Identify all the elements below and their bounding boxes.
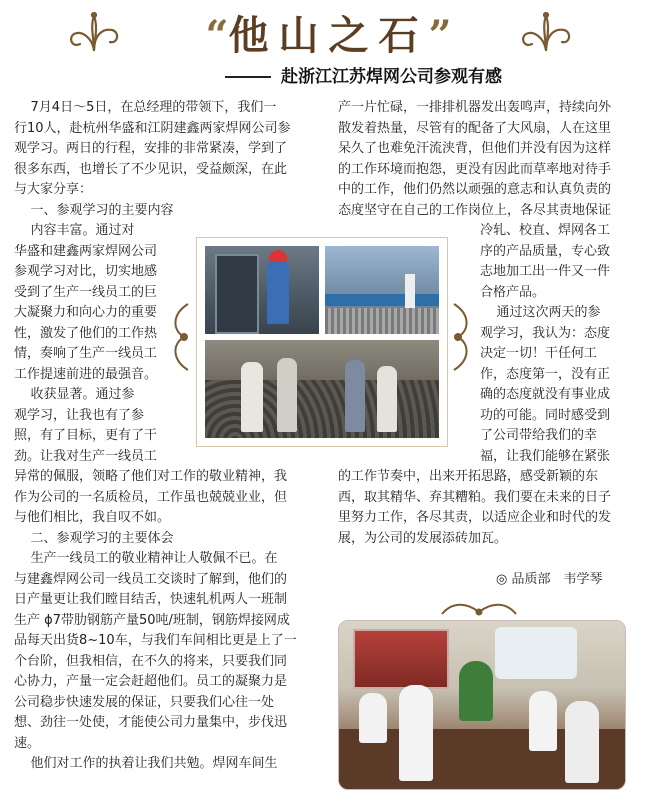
right-column-bottom-line: 的工作节奏中，出来开拓思路，感受新颖的东 <box>338 469 599 484</box>
photo-coil-visit <box>205 340 439 438</box>
right-column-mid-line: 功的可能。同时感受到 <box>480 407 611 423</box>
left-column-line: 生产 ϕ7带肋钢筋产量50吨/班制，钢筋焊接网成 <box>14 612 290 628</box>
right-column-mid-line: 冷轧、校直、焊网各工 <box>480 223 611 238</box>
photo-workshop-line <box>325 246 439 334</box>
signature: ◎ 品质部 韦学琴 <box>496 572 603 587</box>
left-column-line: 公司稳步快速发展的保证，只要我们心往一处 <box>14 694 275 710</box>
right-column-bottom <box>338 467 638 549</box>
right-column-mid-line: 福，让我们能够在紧张 <box>480 448 611 464</box>
right-column-mid-line: 作，态度第一，没有正 <box>480 366 611 382</box>
right-column-mid-line: 确的态度就没有事业成 <box>480 387 611 402</box>
right-column-bottom-line: 展，为公司的发展添砖加瓦。 <box>338 530 508 546</box>
right-column-top-line: 散发着热量，尽管有的配备了大风扇，人在这里 <box>338 120 612 136</box>
left-column-line: 参观学习对比，切实地感 <box>14 264 158 279</box>
right-column-top-line: 呆久了也难免汗流浃背，但他们并没有因为这样 <box>338 141 612 156</box>
right-column-top-line: 态度坚守在自己的工作岗位上，各尽其责地保证 <box>338 202 612 218</box>
right-column-mid-line: 决定一切！干任何工 <box>480 346 598 361</box>
left-column-line: 华盛和建鑫两家焊网公司 <box>14 243 158 259</box>
right-column-mid-line: 通过这次两天的参 <box>480 305 601 320</box>
left-column-line: 7月4日～5日，在总经理的带领下，我们一 <box>14 100 277 115</box>
left-column-line: 二、参观学习的主要体会 <box>14 530 174 546</box>
left-column-line: 日产量更让我们瞠目结舌，快速轧机两人一班制 <box>14 592 288 607</box>
left-column-line: 品每天出货8~10车，与我们车间相比更是上了一 <box>14 633 297 648</box>
left-column-line: 情，奏响了生产一线员工 <box>14 346 158 361</box>
photo-meeting <box>338 620 626 790</box>
frame-ornament-right-icon <box>446 300 474 374</box>
left-column-line: 个台阶，但我相信，在不久的将来，只要我们同 <box>14 653 288 669</box>
left-column-line: 想、劲往一处使，才能使公司力量集中，步伐迅 <box>14 715 288 730</box>
left-column-line: 速。 <box>14 735 41 751</box>
right-column-top-line: 产一片忙碌，一排排机器发出轰鸣声，持续向外 <box>338 100 612 115</box>
left-column-line: 一、参观学习的主要内容 <box>14 202 174 218</box>
left-column-line: 生产一线员工的敬业精神让人敬佩不已。在 <box>14 551 278 566</box>
subtitle <box>225 62 502 87</box>
left-column-line: 劲。让我对生产一线员工 <box>14 448 158 464</box>
left-column-line: 大凝聚力和向心力的重要 <box>14 305 158 320</box>
photo-collage <box>196 237 448 447</box>
right-column-top-line: 中的工作，他们仍然以顽强的意志和认真负责的 <box>338 182 612 197</box>
title-text: 他山之石 <box>228 12 429 59</box>
left-column-line: 受到了生产一线员工的巨 <box>14 284 158 300</box>
left-column-line: 观学习，让我也有了参 <box>14 407 145 423</box>
left-column-line: 与大家分享： <box>14 182 93 197</box>
left-column-line: 与他们相比，我自叹不如。 <box>14 510 171 525</box>
photo-machine-worker <box>205 246 319 334</box>
left-column-line: 与建鑫焊网公司一线员工交谈时了解到，他们的 <box>14 571 288 587</box>
frame-ornament-left-icon <box>168 300 196 374</box>
right-column-bottom-line: 里努力工作，各尽其责，以适应企业和时代的发 <box>338 510 612 525</box>
left-column-line: 收获显著。通过参 <box>14 387 135 402</box>
right-column-top <box>338 98 638 221</box>
right-column-mid-line: 了公司带给我们的幸 <box>480 428 598 443</box>
left-column-line: 行10人，赴杭州华盛和江阴建鑫两家焊网公司参 <box>14 120 291 136</box>
page-title <box>0 4 657 61</box>
left-column-line: 照，有了目标，更有了干 <box>14 428 158 443</box>
left-column-line: 异常的佩服，领略了他们对工作的敬业精神，我 <box>14 469 288 484</box>
right-column-middle <box>480 221 640 467</box>
right-column-bottom-line: 西，取其精华、弃其糟粕。我们要在未来的日子 <box>338 489 612 505</box>
bottom-photo-ornament-icon <box>438 602 520 620</box>
left-column-line: 作为公司的一名质检员，工作虽也兢兢业业，但 <box>14 489 288 505</box>
title-quote-open: “ <box>205 12 229 59</box>
right-column-mid-line: 观学习，我认为：态度 <box>480 325 611 341</box>
right-column-mid-line: 合格产品。 <box>480 284 546 300</box>
left-column-line: 内容丰富。通过对 <box>14 223 135 238</box>
left-column-line: 工作提速前进的最强音。 <box>14 366 158 382</box>
right-column-mid-line: 序的产品质量，专心致 <box>480 243 611 259</box>
title-quote-close: ” <box>428 12 452 59</box>
left-column-line: 心协力，产量一定会赶超他们。员工的凝聚力是 <box>14 674 288 689</box>
subtitle-dash <box>225 76 271 78</box>
right-column-top-line: 的工作环境而抱怨，更没有因此而草率地对待手 <box>338 161 612 177</box>
left-column-line: 观学习。两日的行程，安排的非常紧凑，学到了 <box>14 141 288 156</box>
right-column-mid-line: 志地加工出一件又一件 <box>480 264 611 279</box>
left-column-line: 性，激发了他们的工作热 <box>14 325 158 341</box>
subtitle-text: 赴浙江江苏焊网公司参观有感 <box>281 67 502 87</box>
left-column-line: 他们对工作的执着让我们共勉。焊网车间生 <box>14 756 278 771</box>
left-column-line: 很多东西，也增长了不少见识，受益颇深，在此 <box>14 161 288 177</box>
